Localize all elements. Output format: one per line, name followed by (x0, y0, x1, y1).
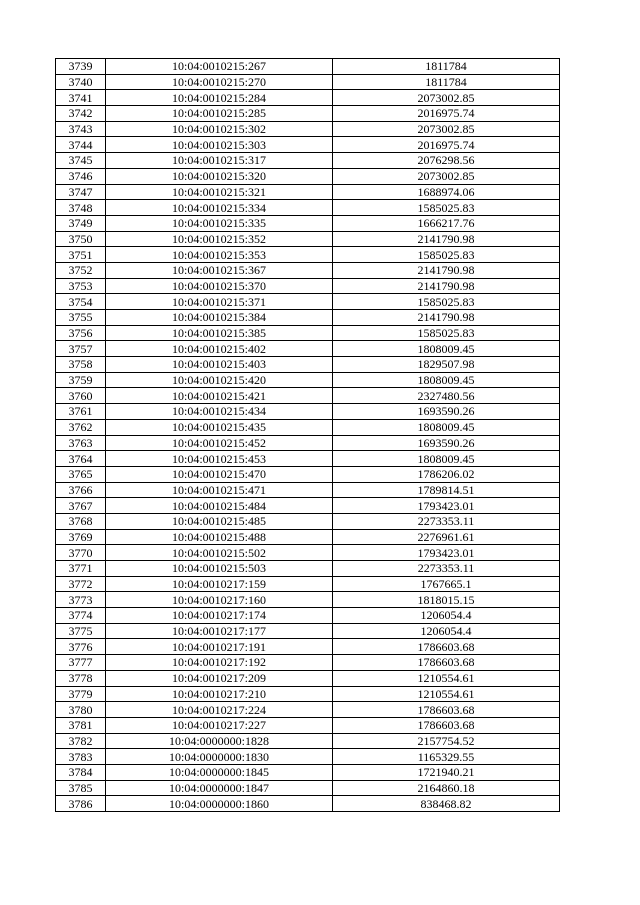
value-cell: 1585025.83 (333, 200, 560, 216)
value-cell: 1811784 (333, 59, 560, 75)
value-cell: 2076298.56 (333, 153, 560, 169)
cadastral-number-cell: 10:04:0010215:367 (106, 262, 333, 278)
row-number-cell: 3744 (56, 137, 106, 153)
table-row (56, 153, 560, 169)
row-number-cell: 3783 (56, 749, 106, 765)
value-cell: 1721940.21 (333, 764, 560, 780)
table-row (56, 74, 560, 90)
row-number-cell: 3750 (56, 231, 106, 247)
row-number-cell: 3740 (56, 74, 106, 90)
table-row (56, 498, 560, 514)
table-row (56, 466, 560, 482)
cadastral-number-cell: 10:04:0010215:370 (106, 278, 333, 294)
value-cell: 2273353.11 (333, 561, 560, 577)
value-cell: 1786603.68 (333, 655, 560, 671)
cadastral-number-cell: 10:04:0010217:209 (106, 670, 333, 686)
cadastral-number-cell: 10:04:0010215:284 (106, 90, 333, 106)
value-cell: 2073002.85 (333, 168, 560, 184)
cadastral-number-cell: 10:04:0000000:1828 (106, 733, 333, 749)
table-row (56, 310, 560, 326)
value-cell: 2164860.18 (333, 780, 560, 796)
table-row (56, 372, 560, 388)
row-number-cell: 3776 (56, 639, 106, 655)
row-number-cell: 3769 (56, 529, 106, 545)
table-row (56, 717, 560, 733)
cadastral-number-cell: 10:04:0010215:384 (106, 310, 333, 326)
table-row (56, 404, 560, 420)
row-number-cell: 3758 (56, 357, 106, 373)
table-row (56, 419, 560, 435)
row-number-cell: 3760 (56, 388, 106, 404)
table-row (56, 262, 560, 278)
row-number-cell: 3756 (56, 325, 106, 341)
row-number-cell: 3754 (56, 294, 106, 310)
table-row (56, 168, 560, 184)
data-table (55, 58, 560, 812)
table-row (56, 529, 560, 545)
value-cell: 1786206.02 (333, 466, 560, 482)
cadastral-number-cell: 10:04:0010217:159 (106, 576, 333, 592)
row-number-cell: 3759 (56, 372, 106, 388)
value-cell: 1829507.98 (333, 357, 560, 373)
table-row (56, 796, 560, 812)
row-number-cell: 3739 (56, 59, 106, 75)
cadastral-number-cell: 10:04:0010217:160 (106, 592, 333, 608)
row-number-cell: 3786 (56, 796, 106, 812)
cadastral-number-cell: 10:04:0010215:353 (106, 247, 333, 263)
value-cell: 2141790.98 (333, 262, 560, 278)
table-row (56, 670, 560, 686)
table-row (56, 325, 560, 341)
row-number-cell: 3757 (56, 341, 106, 357)
table-row (56, 357, 560, 373)
cadastral-number-cell: 10:04:0010215:335 (106, 215, 333, 231)
table-row (56, 513, 560, 529)
value-cell: 2327480.56 (333, 388, 560, 404)
value-cell: 1585025.83 (333, 294, 560, 310)
cadastral-number-cell: 10:04:0010215:470 (106, 466, 333, 482)
row-number-cell: 3752 (56, 262, 106, 278)
cadastral-number-cell: 10:04:0010217:191 (106, 639, 333, 655)
table-row (56, 247, 560, 263)
table-row (56, 278, 560, 294)
cadastral-number-cell: 10:04:0010217:192 (106, 655, 333, 671)
cadastral-number-cell: 10:04:0010215:434 (106, 404, 333, 420)
row-number-cell: 3747 (56, 184, 106, 200)
cadastral-number-cell: 10:04:0000000:1860 (106, 796, 333, 812)
row-number-cell: 3741 (56, 90, 106, 106)
table-row (56, 702, 560, 718)
cadastral-number-cell: 10:04:0010215:302 (106, 121, 333, 137)
row-number-cell: 3742 (56, 106, 106, 122)
row-number-cell: 3773 (56, 592, 106, 608)
value-cell: 2141790.98 (333, 278, 560, 294)
table-body (56, 59, 560, 812)
row-number-cell: 3777 (56, 655, 106, 671)
table-row (56, 561, 560, 577)
value-cell: 1165329.55 (333, 749, 560, 765)
row-number-cell: 3781 (56, 717, 106, 733)
value-cell: 1206054.4 (333, 623, 560, 639)
table-row (56, 592, 560, 608)
cadastral-number-cell: 10:04:0010215:352 (106, 231, 333, 247)
cadastral-number-cell: 10:04:0000000:1847 (106, 780, 333, 796)
cadastral-number-cell: 10:04:0000000:1845 (106, 764, 333, 780)
row-number-cell: 3767 (56, 498, 106, 514)
table-row (56, 215, 560, 231)
cadastral-number-cell: 10:04:0010215:270 (106, 74, 333, 90)
table-row (56, 231, 560, 247)
value-cell: 1808009.45 (333, 451, 560, 467)
cadastral-number-cell: 10:04:0010217:227 (106, 717, 333, 733)
row-number-cell: 3765 (56, 466, 106, 482)
cadastral-number-cell: 10:04:0010215:320 (106, 168, 333, 184)
row-number-cell: 3764 (56, 451, 106, 467)
value-cell: 2073002.85 (333, 90, 560, 106)
cadastral-number-cell: 10:04:0010217:177 (106, 623, 333, 639)
table-row (56, 482, 560, 498)
row-number-cell: 3774 (56, 608, 106, 624)
table-row (56, 608, 560, 624)
table-row (56, 59, 560, 75)
cadastral-number-cell: 10:04:0010217:224 (106, 702, 333, 718)
value-cell: 1811784 (333, 74, 560, 90)
table-row (56, 200, 560, 216)
row-number-cell: 3751 (56, 247, 106, 263)
table-row (56, 749, 560, 765)
cadastral-number-cell: 10:04:0010215:402 (106, 341, 333, 357)
value-cell: 1818015.15 (333, 592, 560, 608)
value-cell: 1786603.68 (333, 702, 560, 718)
value-cell: 1793423.01 (333, 545, 560, 561)
cadastral-number-cell: 10:04:0010215:484 (106, 498, 333, 514)
row-number-cell: 3775 (56, 623, 106, 639)
value-cell: 2016975.74 (333, 137, 560, 153)
cadastral-number-cell: 10:04:0010215:471 (106, 482, 333, 498)
cadastral-number-cell: 10:04:0010215:385 (106, 325, 333, 341)
table-row (56, 733, 560, 749)
row-number-cell: 3755 (56, 310, 106, 326)
value-cell: 2157754.52 (333, 733, 560, 749)
value-cell: 2273353.11 (333, 513, 560, 529)
cadastral-number-cell: 10:04:0010215:435 (106, 419, 333, 435)
table-row (56, 121, 560, 137)
cadastral-number-cell: 10:04:0010215:371 (106, 294, 333, 310)
cadastral-number-cell: 10:04:0010217:210 (106, 686, 333, 702)
row-number-cell: 3771 (56, 561, 106, 577)
cadastral-number-cell: 10:04:0010215:485 (106, 513, 333, 529)
value-cell: 1767665.1 (333, 576, 560, 592)
row-number-cell: 3745 (56, 153, 106, 169)
table-row (56, 341, 560, 357)
cadastral-number-cell: 10:04:0010215:503 (106, 561, 333, 577)
value-cell: 2073002.85 (333, 121, 560, 137)
value-cell: 1808009.45 (333, 372, 560, 388)
row-number-cell: 3770 (56, 545, 106, 561)
row-number-cell: 3743 (56, 121, 106, 137)
cadastral-number-cell: 10:04:0000000:1830 (106, 749, 333, 765)
table-row (56, 184, 560, 200)
cadastral-number-cell: 10:04:0010215:420 (106, 372, 333, 388)
value-cell: 1808009.45 (333, 341, 560, 357)
cadastral-number-cell: 10:04:0010215:452 (106, 435, 333, 451)
row-number-cell: 3753 (56, 278, 106, 294)
table-row (56, 388, 560, 404)
cadastral-number-cell: 10:04:0010215:321 (106, 184, 333, 200)
table-row (56, 686, 560, 702)
cadastral-number-cell: 10:04:0010215:488 (106, 529, 333, 545)
cadastral-number-cell: 10:04:0010215:267 (106, 59, 333, 75)
value-cell: 838468.82 (333, 796, 560, 812)
row-number-cell: 3779 (56, 686, 106, 702)
row-number-cell: 3785 (56, 780, 106, 796)
row-number-cell: 3761 (56, 404, 106, 420)
row-number-cell: 3762 (56, 419, 106, 435)
table-row (56, 655, 560, 671)
row-number-cell: 3766 (56, 482, 106, 498)
row-number-cell: 3784 (56, 764, 106, 780)
table-row (56, 576, 560, 592)
value-cell: 1693590.26 (333, 435, 560, 451)
table-row (56, 435, 560, 451)
value-cell: 2276961.61 (333, 529, 560, 545)
row-number-cell: 3748 (56, 200, 106, 216)
table-row (56, 451, 560, 467)
value-cell: 1808009.45 (333, 419, 560, 435)
row-number-cell: 3778 (56, 670, 106, 686)
row-number-cell: 3768 (56, 513, 106, 529)
value-cell: 1786603.68 (333, 639, 560, 655)
value-cell: 1793423.01 (333, 498, 560, 514)
row-number-cell: 3780 (56, 702, 106, 718)
value-cell: 1210554.61 (333, 686, 560, 702)
value-cell: 1585025.83 (333, 247, 560, 263)
table-row (56, 106, 560, 122)
cadastral-number-cell: 10:04:0010215:334 (106, 200, 333, 216)
table-row (56, 545, 560, 561)
row-number-cell: 3772 (56, 576, 106, 592)
value-cell: 1585025.83 (333, 325, 560, 341)
table-row (56, 137, 560, 153)
table-row (56, 623, 560, 639)
value-cell: 1206054.4 (333, 608, 560, 624)
cadastral-number-cell: 10:04:0010215:303 (106, 137, 333, 153)
row-number-cell: 3746 (56, 168, 106, 184)
value-cell: 1666217.76 (333, 215, 560, 231)
cadastral-number-cell: 10:04:0010215:317 (106, 153, 333, 169)
value-cell: 1786603.68 (333, 717, 560, 733)
cadastral-number-cell: 10:04:0010215:453 (106, 451, 333, 467)
value-cell: 1789814.51 (333, 482, 560, 498)
table-row (56, 780, 560, 796)
row-number-cell: 3749 (56, 215, 106, 231)
table-row (56, 294, 560, 310)
value-cell: 2141790.98 (333, 231, 560, 247)
table-row (56, 639, 560, 655)
row-number-cell: 3763 (56, 435, 106, 451)
cadastral-number-cell: 10:04:0010215:403 (106, 357, 333, 373)
value-cell: 1688974.06 (333, 184, 560, 200)
table-row (56, 764, 560, 780)
value-cell: 2016975.74 (333, 106, 560, 122)
value-cell: 1693590.26 (333, 404, 560, 420)
value-cell: 2141790.98 (333, 310, 560, 326)
cadastral-number-cell: 10:04:0010217:174 (106, 608, 333, 624)
value-cell: 1210554.61 (333, 670, 560, 686)
cadastral-number-cell: 10:04:0010215:502 (106, 545, 333, 561)
row-number-cell: 3782 (56, 733, 106, 749)
table-row (56, 90, 560, 106)
cadastral-number-cell: 10:04:0010215:285 (106, 106, 333, 122)
cadastral-number-cell: 10:04:0010215:421 (106, 388, 333, 404)
